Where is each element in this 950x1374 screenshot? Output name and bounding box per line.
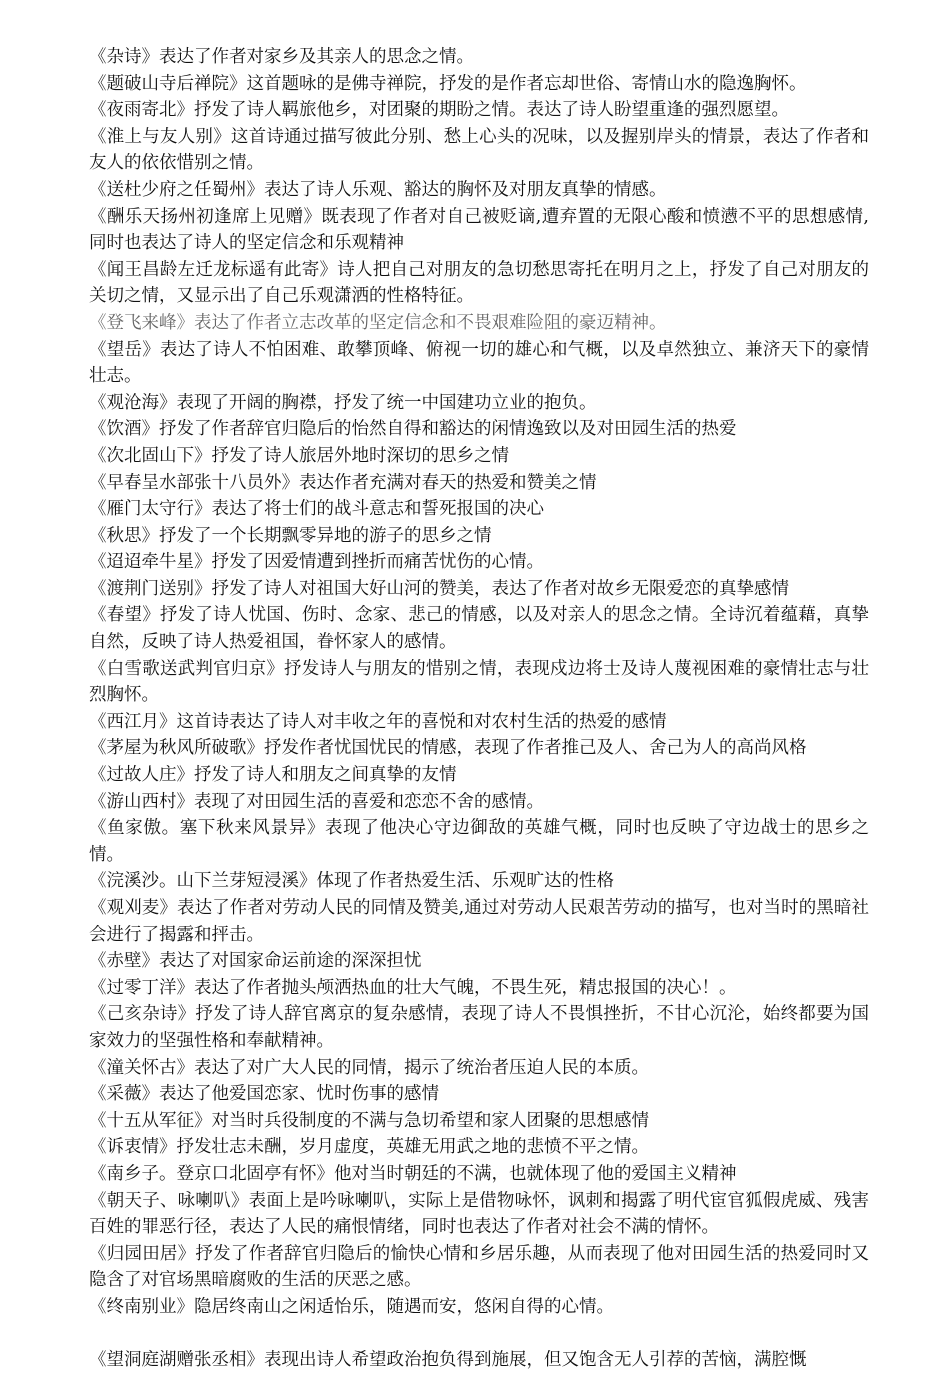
poem-entry-yanmen: 《雁门太守行》表达了将士们的战斗意志和誓死报国的决心 (89, 499, 544, 520)
poem-entry-guiyuantianju: 《归园田居》抒发了作者辞官归隐后的愉快心情和乡居乐趣，从而表现了他对田园生活的热爱同时又隐含了对官场黑暗腐败的生活的厌恶之感。 (89, 1243, 869, 1291)
poem-entry-yujiaao: 《鱼家傲。塞下秋来风景异》表现了他决心守边御敌的英雄气概，同时也反映了守边战士的思乡之情。 (89, 818, 869, 865)
poem-entry-qiusi: 《秋思》抒发了一个长期飘零异地的游子的思乡之情 (89, 525, 492, 546)
poem-entry-huanxisha: 《浣溪沙。山下兰芽短浸溪》体现了作者热爱生活、乐观旷达的性格 (89, 871, 614, 892)
poem-entry-xijiangyue: 《西江月》这首诗表达了诗人对丰收之年的喜悦和对农村生活的热爱的感情 (89, 711, 667, 732)
document-page (89, 44, 869, 1374)
poem-entry-nanxiangzi: 《南乡子。登京口北固亭有怀》他对当时朝廷的不满，也就体现了他的爱国主义精神 (89, 1163, 737, 1184)
poem-entry-wangdongtinghu: 《望洞庭湖赠张丞相》表现出诗人希望政治抱负得到施展，但又饱含无人引荐的苦恼，满腔慨 (89, 1350, 807, 1371)
poem-entry-zhongnanbieye: 《终南别业》隐居终南山之闲适怡乐，随遇而安，悠闲自得的心情。 (89, 1296, 614, 1317)
poem-entry-yeyujibei: 《夜雨寄北》抒发了诗人羁旅他乡，对团聚的期盼之情。表达了诗人盼望重逢的强烈愿望。 (89, 100, 789, 121)
poem-entry-wenwangchangling: 《闻王昌龄左迁龙标遥有此寄》诗人把自己对朋友的急切愁思寄托在明月之上，抒发了自己对朋友的关切之情，又显示出了自己乐观潇洒的性格特征。 (89, 259, 869, 307)
poem-entry-wangyue: 《望岳》表达了诗人不怕困难、敢攀顶峰、俯视一切的雄心和气概，以及卓然独立、兼济天下的豪情壮志。 (89, 339, 869, 387)
poem-entry-maowu: 《茅屋为秋风所破歌》抒发作者忧国忧民的情感，表现了作者推己及人、舍己为人的高尚风格 (89, 738, 807, 759)
poem-entry-chaotianzi: 《朝天子、咏喇叭》表面上是吟咏喇叭，实际上是借物咏怀，讽刺和揭露了明代宦官狐假虎威、残害百姓的罪恶行径，表达了人民的痛恨情绪，同时也表达了作者对社会不满的情怀。 (89, 1190, 869, 1238)
poem-entry-zaochun: 《早春呈水部张十八员外》表达作者充满对春天的热爱和赞美之情 (89, 472, 597, 493)
blank-line (89, 1321, 869, 1348)
poem-entry-baixuege: 《白雪歌送武判官归京》抒发诗人与朋友的惜别之情，表现戍边将士及诗人蔑视困难的豪情壮志与壮烈胸怀。 (89, 658, 869, 706)
poem-entry-chibi: 《赤壁》表达了对国家命运前途的深深担忧 (89, 951, 422, 972)
poem-entry-guancanghai: 《观沧海》表现了开阔的胸襟，抒发了统一中国建功立业的抱负。 (89, 392, 597, 413)
poem-entry-yinjiu: 《饮酒》抒发了作者辞官归隐后的怡然自得和豁达的闲情逸致以及对田园生活的热爱 (89, 419, 737, 440)
poem-entry-youshanxicun: 《游山西村》表现了对田园生活的喜爱和恋恋不舍的感情。 (89, 791, 544, 812)
poem-entry-caiwei: 《采薇》表达了他爱国恋家、忧时伤事的感情 (89, 1084, 439, 1105)
poem-entry-huaishang: 《淮上与友人别》这首诗通过描写彼此分别、愁上心头的况味，以及握别岸头的情景，表达了作者和友人的依依惜别之情。 (89, 126, 869, 174)
poem-entry-jihaizashi: 《己亥杂诗》抒发了诗人辞官离京的复杂感情，表现了诗人不畏惧挫折，不甘心沉沦，始终都要为国家效力的坚强性格和奉献精神。 (89, 1004, 869, 1051)
poem-entry-poshansi: 《题破山寺后禅院》这首题咏的是佛寺禅院，抒发的是作者忘却世俗、寄情山水的隐逸胸怀。 (89, 73, 807, 94)
poem-entry-guolingdingyang: 《过零丁洋》表达了作者抛头颅洒热血的壮大气魄，不畏生死，精忠报国的决心！。 (89, 977, 737, 998)
poem-entry-suzhongqing: 《诉衷情》抒发壮志未酬，岁月虚度，英雄无用武之地的悲愤不平之情。 (89, 1137, 649, 1158)
poem-entry-chunwang: 《春望》抒发了诗人忧国、伤时、念家、悲己的情感，以及对亲人的思念之情。全诗沉着蕴藉，真挚自然，反映了诗人热爱祖国，眷怀家人的感情。 (89, 605, 869, 653)
poem-entry-dengfeilaifeng: 《登飞来峰》表达了作者立志改革的坚定信念和不畏艰难险阻的豪迈精神。 (89, 312, 667, 333)
poem-entry-chouletian: 《酬乐天扬州初逢席上见赠》既表现了作者对自己被贬谪,遭弃置的无限心酸和愤懑不平的思想感情,同时也表达了诗人的坚定信念和乐观精神 (89, 206, 869, 254)
poem-entry-cibeigushan: 《次北固山下》抒发了诗人旅居外地时深切的思乡之情 (89, 445, 509, 466)
poem-entry-shiwucongjun: 《十五从军征》对当时兵役制度的不满与急切希望和家人团聚的思想感情 (89, 1110, 649, 1131)
poem-entry-dujingmen: 《渡荆门送别》抒发了诗人对祖国大好山河的赞美，表达了作者对故乡无限爱恋的真挚感情 (89, 578, 789, 599)
poem-entry-zashi: 《杂诗》表达了作者对家乡及其亲人的思念之情。 (89, 47, 474, 67)
poem-entry-guanyimai: 《观刈麦》表达了作者对劳动人民的同情及赞美,通过对劳动人民艰苦劳动的描写，也对当时的黑暗社会进行了揭露和抨击。 (89, 898, 869, 945)
poem-entry-tongguan: 《潼关怀古》表达了对广大人民的同情，揭示了统治者压迫人民的本质。 (89, 1057, 649, 1078)
poem-entry-guogurenzhuang: 《过故人庄》抒发了诗人和朋友之间真挚的友情 (89, 765, 457, 786)
poem-entry-songdushaofu: 《送杜少府之任蜀州》表达了诗人乐观、豁达的胸怀及对朋友真挚的情感。 (89, 179, 667, 200)
poem-entry-tiaotiao: 《迢迢牵牛星》抒发了因爱情遭到挫折而痛苦忧伤的心情。 (89, 552, 544, 573)
